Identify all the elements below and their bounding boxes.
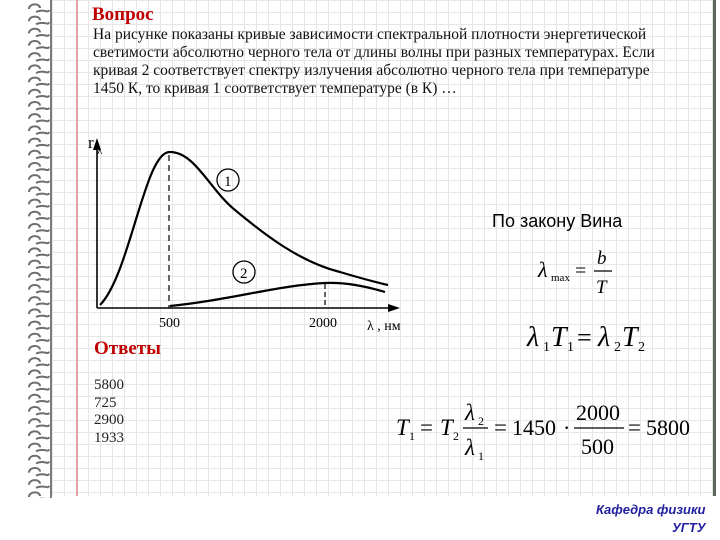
svg-text:2: 2 bbox=[614, 340, 621, 355]
x-tick-2000: 2000 bbox=[309, 316, 337, 331]
svg-text:=: = bbox=[575, 260, 587, 282]
question-text: На рисунке показаны кривые зависимости спектральной плотности энергетической светимости абсолютно черного тела от длины волны при разных температурах. Если кривая 2 соответствует спектру излучения абсолютно черного тела при температуре 1450 К, то кривая 1 соответствует температуре (в К) … bbox=[93, 26, 655, 97]
svg-text:max: max bbox=[551, 272, 570, 284]
x-tick-500: 500 bbox=[159, 316, 180, 331]
x-axis-label: λ , нм bbox=[367, 319, 401, 334]
svg-text:λ: λ bbox=[598, 322, 611, 353]
formula-equality bbox=[526, 322, 645, 355]
y-axis-label-sub: λ bbox=[97, 145, 103, 157]
svg-text:1: 1 bbox=[567, 340, 574, 355]
svg-text:T: T bbox=[622, 322, 638, 353]
svg-text:1: 1 bbox=[543, 340, 550, 355]
svg-text:500: 500 bbox=[581, 434, 614, 459]
svg-text:1: 1 bbox=[478, 449, 484, 463]
svg-text:T: T bbox=[551, 322, 567, 353]
svg-text:=: = bbox=[494, 415, 507, 440]
svg-text:T: T bbox=[596, 277, 607, 298]
footer-department: Кафедра физики bbox=[596, 502, 706, 517]
curve-2 bbox=[170, 283, 385, 306]
svg-text:λ: λ bbox=[538, 257, 548, 282]
svg-text:1450: 1450 bbox=[512, 415, 556, 440]
curve-1 bbox=[100, 152, 388, 305]
formula-wien bbox=[537, 248, 612, 298]
question-heading: Вопрос bbox=[92, 4, 154, 25]
svg-text:2: 2 bbox=[453, 429, 459, 443]
svg-text:λ: λ bbox=[465, 435, 475, 460]
svg-text:λ: λ bbox=[527, 322, 540, 353]
svg-text:2: 2 bbox=[478, 414, 484, 428]
formula-result bbox=[396, 400, 690, 463]
answer-option[interactable]: 1933 bbox=[94, 429, 124, 446]
svg-text:·: · bbox=[563, 415, 571, 440]
svg-text:T: T bbox=[396, 415, 409, 440]
svg-text:λ: λ bbox=[465, 400, 475, 425]
answer-option[interactable]: 2900 bbox=[94, 412, 124, 428]
y-axis-label: r bbox=[88, 133, 94, 152]
svg-text:=: = bbox=[628, 415, 641, 440]
answer-option[interactable]: 5800 bbox=[94, 377, 124, 393]
svg-text:5800: 5800 bbox=[646, 415, 690, 440]
svg-text:b: b bbox=[597, 248, 607, 269]
x-axis-arrow bbox=[388, 304, 400, 312]
curve-1-label: 1 bbox=[224, 174, 232, 190]
footer-university: УГТУ bbox=[672, 520, 706, 535]
svg-text:2: 2 bbox=[638, 340, 645, 355]
svg-text:2000: 2000 bbox=[576, 400, 620, 425]
answer-option[interactable]: 725 bbox=[94, 394, 117, 411]
svg-text:=: = bbox=[577, 323, 592, 352]
svg-text:T: T bbox=[440, 415, 453, 440]
svg-text:=: = bbox=[420, 415, 433, 440]
curve-2-label: 2 bbox=[240, 266, 248, 282]
svg-text:1: 1 bbox=[409, 429, 415, 443]
answers-list bbox=[94, 377, 124, 447]
wien-law-label: По закону Вина bbox=[492, 211, 623, 231]
answers-heading: Ответы bbox=[94, 338, 161, 359]
